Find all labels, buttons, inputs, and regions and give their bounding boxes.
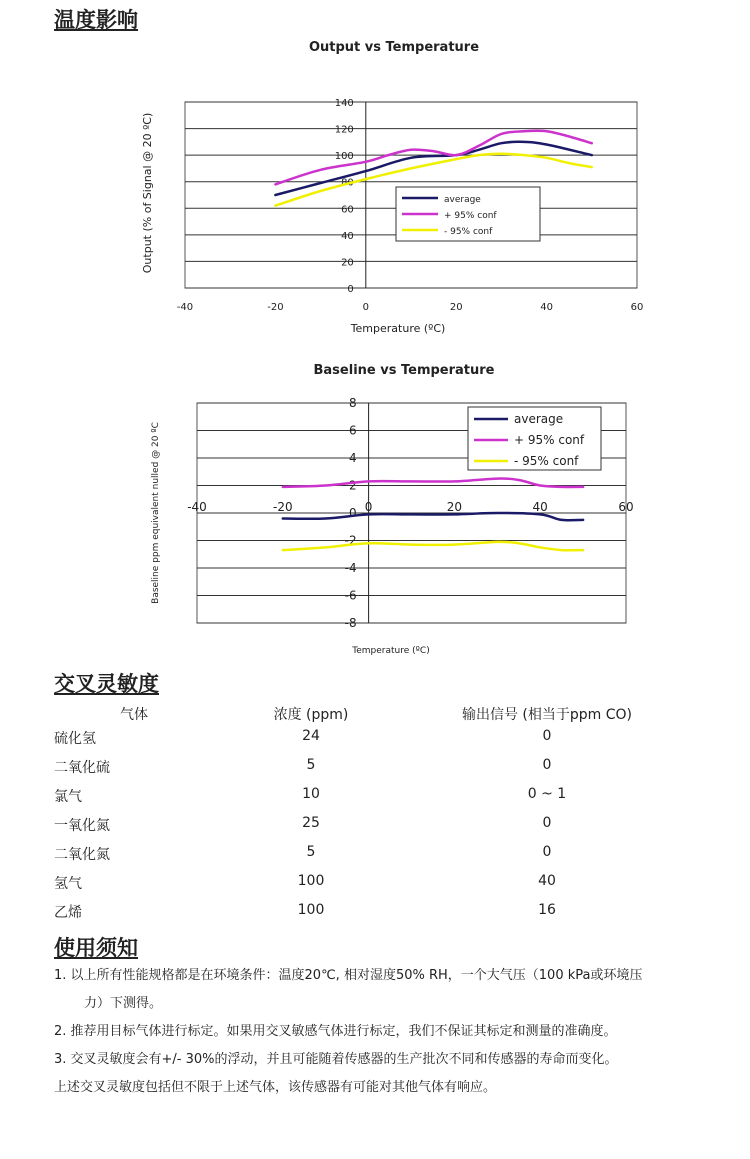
gas-name: 二氧化氮 [54, 847, 110, 863]
gas-concentration: 25 [302, 815, 320, 831]
gas-concentration: 5 [306, 757, 316, 773]
x-tick-label: 0 [364, 500, 373, 514]
gas-output: 0 ~ 1 [527, 786, 567, 802]
x-tick-label: -20 [272, 500, 293, 514]
gas-name: 二氧化硫 [54, 760, 110, 776]
y-tick-label: 120 [334, 124, 354, 136]
gas-name: 氯气 [54, 789, 82, 805]
header-gas: 气体 [120, 707, 148, 723]
x-tick-label: 20 [449, 302, 463, 313]
note-1: 1. 以上所有性能规格都是在环境条件：温度20℃, 相对湿度50% RH，一个大气压（100 kPa或环境压 [54, 968, 643, 983]
gas-concentration: 100 [297, 873, 325, 889]
y-tick-label: 60 [341, 204, 354, 216]
legend-label-2: + 95% conf [444, 211, 497, 221]
x-tick-label: 60 [618, 500, 634, 514]
x-tick-label: 60 [630, 302, 644, 313]
x-tick-label: -40 [187, 500, 207, 514]
table-row [54, 724, 714, 753]
table-row [54, 782, 714, 811]
chart-title: Output vs Temperature [308, 40, 480, 55]
y-tick-label: -8 [344, 616, 357, 630]
y-tick-label: 140 [334, 98, 354, 109]
x-tick-label: 40 [532, 500, 548, 514]
x-tick-label: 0 [362, 302, 369, 313]
y-tick-label: 8 [348, 396, 357, 410]
gas-output: 0 [542, 844, 552, 860]
gas-output: 0 [542, 757, 552, 773]
y-tick-label: -2 [344, 533, 357, 548]
gas-concentration: 100 [297, 902, 325, 918]
x-tick-label: 20 [446, 500, 463, 514]
y-tick-label: 4 [348, 451, 357, 465]
table-header-row [54, 700, 714, 724]
gas-concentration: 10 [302, 786, 320, 802]
table-row [54, 898, 714, 927]
legend-label-1: average [444, 195, 481, 205]
legend-label-1: average [514, 412, 564, 426]
gas-output: 0 [542, 815, 552, 831]
output-vs-temperature-chart [120, 35, 660, 340]
x-tick-label: -20 [267, 302, 284, 313]
legend-label-3: - 95% conf [514, 454, 579, 468]
legend-label-2: + 95% conf [514, 433, 585, 447]
y-tick-label: 0 [348, 506, 357, 520]
y-tick-label: 0 [347, 284, 354, 295]
y-tick-label: 40 [341, 230, 354, 242]
gas-name: 一氧化氮 [54, 818, 110, 834]
section-title-cross-sensitivity: 交叉灵敏度 [54, 672, 159, 696]
y-tick-label: 20 [341, 257, 354, 269]
note-1-continued: 力）下测得。 [84, 996, 163, 1011]
cross-sensitivity-table [54, 700, 714, 927]
table-row [54, 811, 714, 840]
gas-concentration: 24 [302, 728, 320, 744]
gas-output: 16 [538, 902, 556, 918]
usage-notes [54, 962, 704, 1102]
section-title-temperature: 温度影响 [54, 8, 138, 32]
note-4: 上述交叉灵敏度包括但不限于上述气体，该传感器有可能对其他气体有响应。 [54, 1080, 497, 1095]
gas-name: 氢气 [54, 876, 82, 892]
header-concentration: 浓度 (ppm) [273, 707, 349, 723]
section-title-usage-notes: 使用须知 [54, 936, 138, 960]
table-row [54, 840, 714, 869]
table-row [54, 753, 714, 782]
table-row [54, 869, 714, 898]
x-axis-label: Temperature (ºC) [350, 322, 446, 335]
y-axis-label: Baseline ppm equivalent nulled @ 20 ºC [151, 422, 161, 604]
y-tick-label: -4 [344, 561, 357, 575]
x-axis-label: Temperature (ºC) [352, 646, 430, 656]
gas-name: 硫化氢 [54, 731, 96, 747]
y-axis-label: Output (% of Signal @ 20 ºC) [141, 112, 154, 274]
gas-name: 乙烯 [54, 905, 82, 921]
note-2: 2. 推荐用目标气体进行标定。如果用交叉敏感气体进行标定，我们不保证其标定和测量的准确度。 [54, 1024, 617, 1039]
legend-label-3: - 95% conf [444, 227, 493, 237]
y-tick-label: 6 [348, 423, 357, 438]
y-tick-label: 80 [341, 177, 354, 189]
chart-title: Baseline vs Temperature [313, 363, 495, 378]
note-3: 3. 交叉灵敏度会有+/- 30%的浮动，并且可能随着传感器的生产批次不同和传感器的寿命而变化。 [54, 1052, 618, 1067]
y-tick-label: -6 [344, 588, 357, 603]
gas-output: 40 [538, 873, 556, 889]
baseline-vs-temperature-chart [130, 358, 640, 663]
x-tick-label: 40 [540, 302, 553, 313]
x-tick-label: -40 [176, 302, 194, 313]
header-output-signal: 输出信号 (相当于ppm CO) [461, 707, 633, 723]
y-tick-label: 2 [348, 478, 357, 493]
gas-output: 0 [542, 728, 552, 744]
gas-concentration: 5 [306, 844, 316, 860]
y-tick-label: 100 [334, 151, 354, 163]
